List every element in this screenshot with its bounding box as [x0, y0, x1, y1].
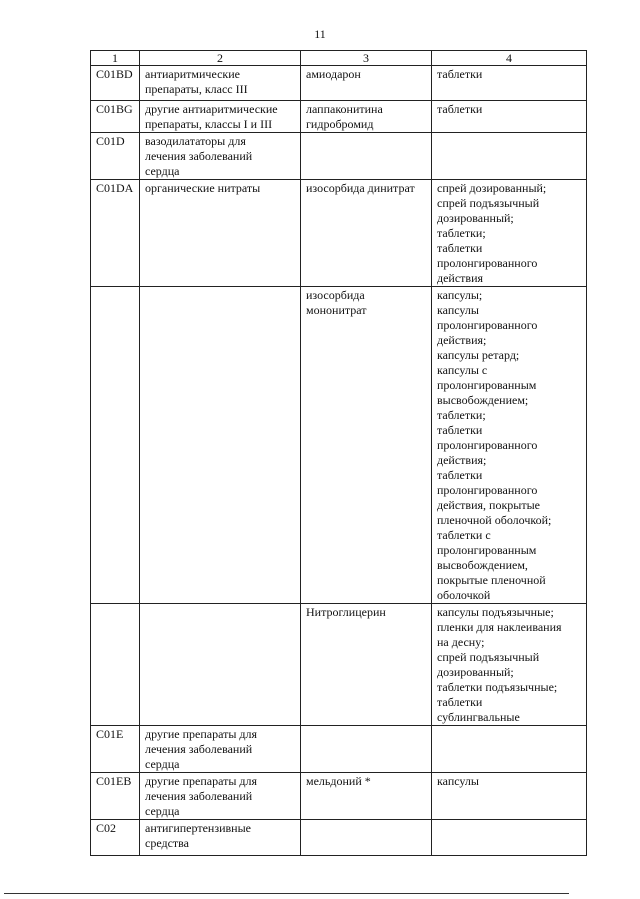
cell-line: таблетки: [437, 241, 483, 255]
header-row: [91, 51, 587, 66]
substance-cell: [301, 604, 432, 726]
atc-code-cell: [91, 773, 140, 820]
cell-line: препараты, классы I и III: [145, 117, 273, 131]
cell-line: средства: [145, 836, 190, 850]
cell-line: лечения заболеваний: [145, 742, 253, 756]
atc-code-cell: [91, 180, 140, 287]
column-header: 4: [432, 51, 587, 66]
drug-table: [90, 50, 587, 856]
cell-line: спрей дозированный;: [437, 181, 547, 195]
cell-line: лечения заболеваний: [145, 149, 253, 163]
table-body: [91, 66, 587, 856]
cell-line: вазодилататоры для: [145, 134, 246, 148]
cell-line: таблетки подъязычные;: [437, 680, 558, 694]
cell-line: пленочной оболочкой;: [437, 513, 552, 527]
cell-line: действия;: [437, 333, 487, 347]
atc-code-cell: [91, 66, 140, 101]
cell-line: действия;: [437, 453, 487, 467]
dosage-forms-cell: [432, 726, 587, 773]
cell-line: пролонгированного: [437, 438, 538, 452]
dosage-forms-cell: [432, 133, 587, 180]
group-name-cell: [140, 133, 301, 180]
dosage-forms-cell: [432, 180, 587, 287]
atc-code-cell: [91, 604, 140, 726]
cell-line: спрей подъязычный: [437, 196, 540, 210]
atc-code-cell: [91, 820, 140, 856]
dosage-forms-cell: [432, 66, 587, 101]
cell-line: таблетки с: [437, 528, 491, 542]
cell-line: дозированный;: [437, 665, 514, 679]
cell-line: другие препараты для: [145, 727, 258, 741]
cell-line: спрей подъязычный: [437, 650, 540, 664]
footer-divider: [4, 893, 569, 894]
cell-line: высвобождением;: [437, 393, 529, 407]
table-row: [91, 66, 587, 101]
cell-line: другие антиаритмические: [145, 102, 278, 116]
substance-cell: [301, 820, 432, 856]
cell-line: пленки для наклеивания: [437, 620, 562, 634]
cell-line: оболочкой: [437, 588, 491, 602]
cell-line: C01E: [96, 727, 124, 741]
cell-line: покрытые пленочной: [437, 573, 546, 587]
group-name-cell: [140, 820, 301, 856]
cell-line: сердца: [145, 804, 180, 818]
cell-line: действия, покрытые: [437, 498, 540, 512]
cell-line: капсулы;: [437, 288, 483, 302]
atc-code-cell: [91, 101, 140, 133]
cell-line: капсулы подъязычные;: [437, 605, 554, 619]
cell-line: капсулы ретард;: [437, 348, 520, 362]
cell-line: C01BD: [96, 67, 133, 81]
cell-line: амиодарон: [306, 67, 361, 81]
cell-line: гидробромид: [306, 117, 374, 131]
dosage-forms-cell: [432, 773, 587, 820]
group-name-cell: [140, 287, 301, 604]
cell-line: высвобождением,: [437, 558, 528, 572]
group-name-cell: [140, 773, 301, 820]
cell-line: таблетки;: [437, 226, 486, 240]
cell-line: лечения заболеваний: [145, 789, 253, 803]
cell-line: сердца: [145, 164, 180, 178]
table-row: [91, 180, 587, 287]
group-name-cell: [140, 604, 301, 726]
cell-line: Нитроглицерин: [306, 605, 386, 619]
substance-cell: [301, 287, 432, 604]
cell-line: антиаритмические: [145, 67, 240, 81]
cell-line: пролонгированного: [437, 318, 538, 332]
cell-line: таблетки: [437, 102, 483, 116]
cell-line: на десну;: [437, 635, 485, 649]
group-name-cell: [140, 180, 301, 287]
cell-line: капсулы: [437, 774, 479, 788]
group-name-cell: [140, 726, 301, 773]
substance-cell: [301, 180, 432, 287]
cell-line: органические нитраты: [145, 181, 261, 195]
dosage-forms-cell: [432, 820, 587, 856]
cell-line: капсулы с: [437, 363, 488, 377]
cell-line: таблетки: [437, 67, 483, 81]
table-row: [91, 604, 587, 726]
cell-line: C01D: [96, 134, 125, 148]
table-row: [91, 820, 587, 856]
cell-line: мононитрат: [306, 303, 367, 317]
cell-line: пролонгированным: [437, 378, 537, 392]
cell-line: таблетки: [437, 423, 483, 437]
cell-line: таблетки: [437, 468, 483, 482]
table-row: [91, 101, 587, 133]
cell-line: C01EB: [96, 774, 132, 788]
cell-line: антигипертензивные: [145, 821, 251, 835]
cell-line: изосорбида динитрат: [306, 181, 415, 195]
column-header: 3: [301, 51, 432, 66]
cell-line: C02: [96, 821, 117, 835]
cell-line: пролонгированного: [437, 483, 538, 497]
table-row: [91, 726, 587, 773]
substance-cell: [301, 66, 432, 101]
cell-line: таблетки: [437, 695, 483, 709]
substance-cell: [301, 726, 432, 773]
table-row: [91, 287, 587, 604]
cell-line: сублингвальные: [437, 710, 520, 724]
cell-line: таблетки;: [437, 408, 486, 422]
table-row: [91, 773, 587, 820]
cell-line: лаппаконитина: [306, 102, 383, 116]
substance-cell: [301, 101, 432, 133]
column-header: 1: [91, 51, 140, 66]
cell-line: C01BG: [96, 102, 133, 116]
atc-code-cell: [91, 726, 140, 773]
cell-line: капсулы: [437, 303, 479, 317]
table-row: [91, 133, 587, 180]
column-header: 2: [140, 51, 301, 66]
page-number: 11: [314, 27, 326, 41]
atc-code-cell: [91, 287, 140, 604]
cell-line: сердца: [145, 757, 180, 771]
cell-line: C01DA: [96, 181, 134, 195]
dosage-forms-cell: [432, 287, 587, 604]
dosage-forms-cell: [432, 604, 587, 726]
substance-cell: [301, 133, 432, 180]
table-header: [91, 51, 587, 66]
cell-line: мельдоний *: [306, 774, 371, 788]
group-name-cell: [140, 101, 301, 133]
cell-line: изосорбида: [306, 288, 365, 302]
cell-line: действия: [437, 271, 484, 285]
cell-line: препараты, класс III: [145, 82, 248, 96]
atc-code-cell: [91, 133, 140, 180]
cell-line: пролонгированного: [437, 256, 538, 270]
dosage-forms-cell: [432, 101, 587, 133]
substance-cell: [301, 773, 432, 820]
cell-line: другие препараты для: [145, 774, 258, 788]
cell-line: дозированный;: [437, 211, 514, 225]
cell-line: пролонгированным: [437, 543, 537, 557]
group-name-cell: [140, 66, 301, 101]
